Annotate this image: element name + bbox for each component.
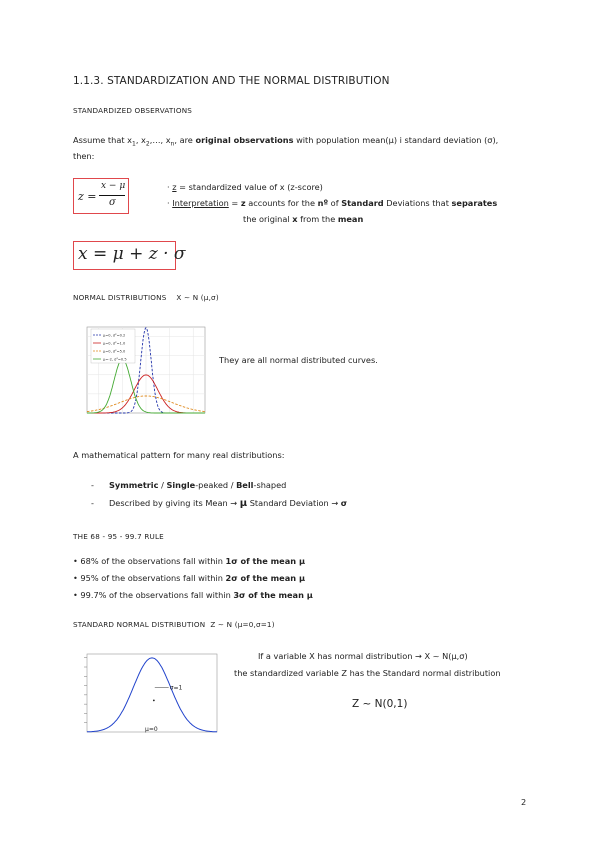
pattern-intro: A mathematical pattern for many real distributions:	[73, 450, 285, 460]
section-title: 1.1.3. STANDARDIZATION AND THE NORMAL DISTRIBUTION	[73, 75, 390, 87]
intro-line-2: then:	[73, 151, 95, 161]
z-definition-bullet: · z = standardized value of x (z-score)	[167, 182, 323, 192]
page-number: 2	[521, 797, 527, 807]
z-score-formula-box: z = x − μ σ	[73, 178, 129, 214]
standardized-observations-heading: STANDARDIZED OBSERVATIONS	[73, 106, 193, 115]
normal-curves-chart	[73, 323, 209, 425]
interpretation-bullet-line-2: the original x from the mean	[243, 214, 364, 224]
mean-point	[153, 700, 155, 702]
normal-distributions-heading: NORMAL DISTRIBUTIONS X ∼ N (μ,σ)	[73, 293, 219, 302]
parameters-description: Described by giving its Mean → μ Standard Deviation → σ	[109, 498, 348, 509]
legend-label-3: μ=-2, σ²=0.5	[103, 357, 127, 362]
rule-row-68: • 68% of the observations fall within 1σ of the mean μ	[73, 556, 305, 566]
legend-label-0: μ=0, σ²=0.2	[103, 333, 126, 338]
standard-normal-line-2: the standardized variable Z has the Standard normal distribution	[234, 668, 501, 678]
shape-description: Symmetric / Single-peaked / Bell-shaped	[109, 480, 287, 490]
standard-normal-line-1: If a variable X has normal distribution → X ~ N(μ,σ)	[258, 651, 468, 661]
standard-normal-result: Z ~ N(0,1)	[352, 698, 408, 710]
intro-line-1: Assume that $x_1$, $x_2,\dots$, $x_n$, are original observations with population mean(μ) i standard deviation (σ),	[73, 135, 499, 148]
legend-label-2: μ=0, σ²=5.0	[103, 349, 126, 354]
sigma-annotation: σ=1	[169, 684, 183, 692]
legend	[91, 329, 135, 363]
rule-row-997: • 99.7% of the observations fall within 3σ of the mean μ	[73, 590, 313, 600]
interpretation-bullet: · Interpretation = z accounts for the nº of Standard Deviations that separates	[167, 198, 498, 208]
dash-2: -	[91, 498, 94, 508]
x-formula-box: x = μ + z · σ	[73, 241, 176, 270]
standard-normal-chart	[73, 650, 219, 736]
mu-annotation: μ=0	[145, 726, 158, 733]
empirical-rule-heading: THE 68 - 95 - 99.7 RULE	[73, 532, 164, 541]
standard-normal-heading: STANDARD NORMAL DISTRIBUTION Z ∼ N (μ=0,σ=1)	[73, 620, 275, 629]
rule-row-95: • 95% of the observations fall within 2σ of the mean μ	[73, 573, 305, 583]
curves-caption: They are all normal distributed curves.	[219, 355, 378, 365]
plot-frame	[87, 654, 217, 732]
legend-label-1: μ=0, σ²=1.0	[103, 341, 126, 346]
dash-1: -	[91, 480, 94, 490]
